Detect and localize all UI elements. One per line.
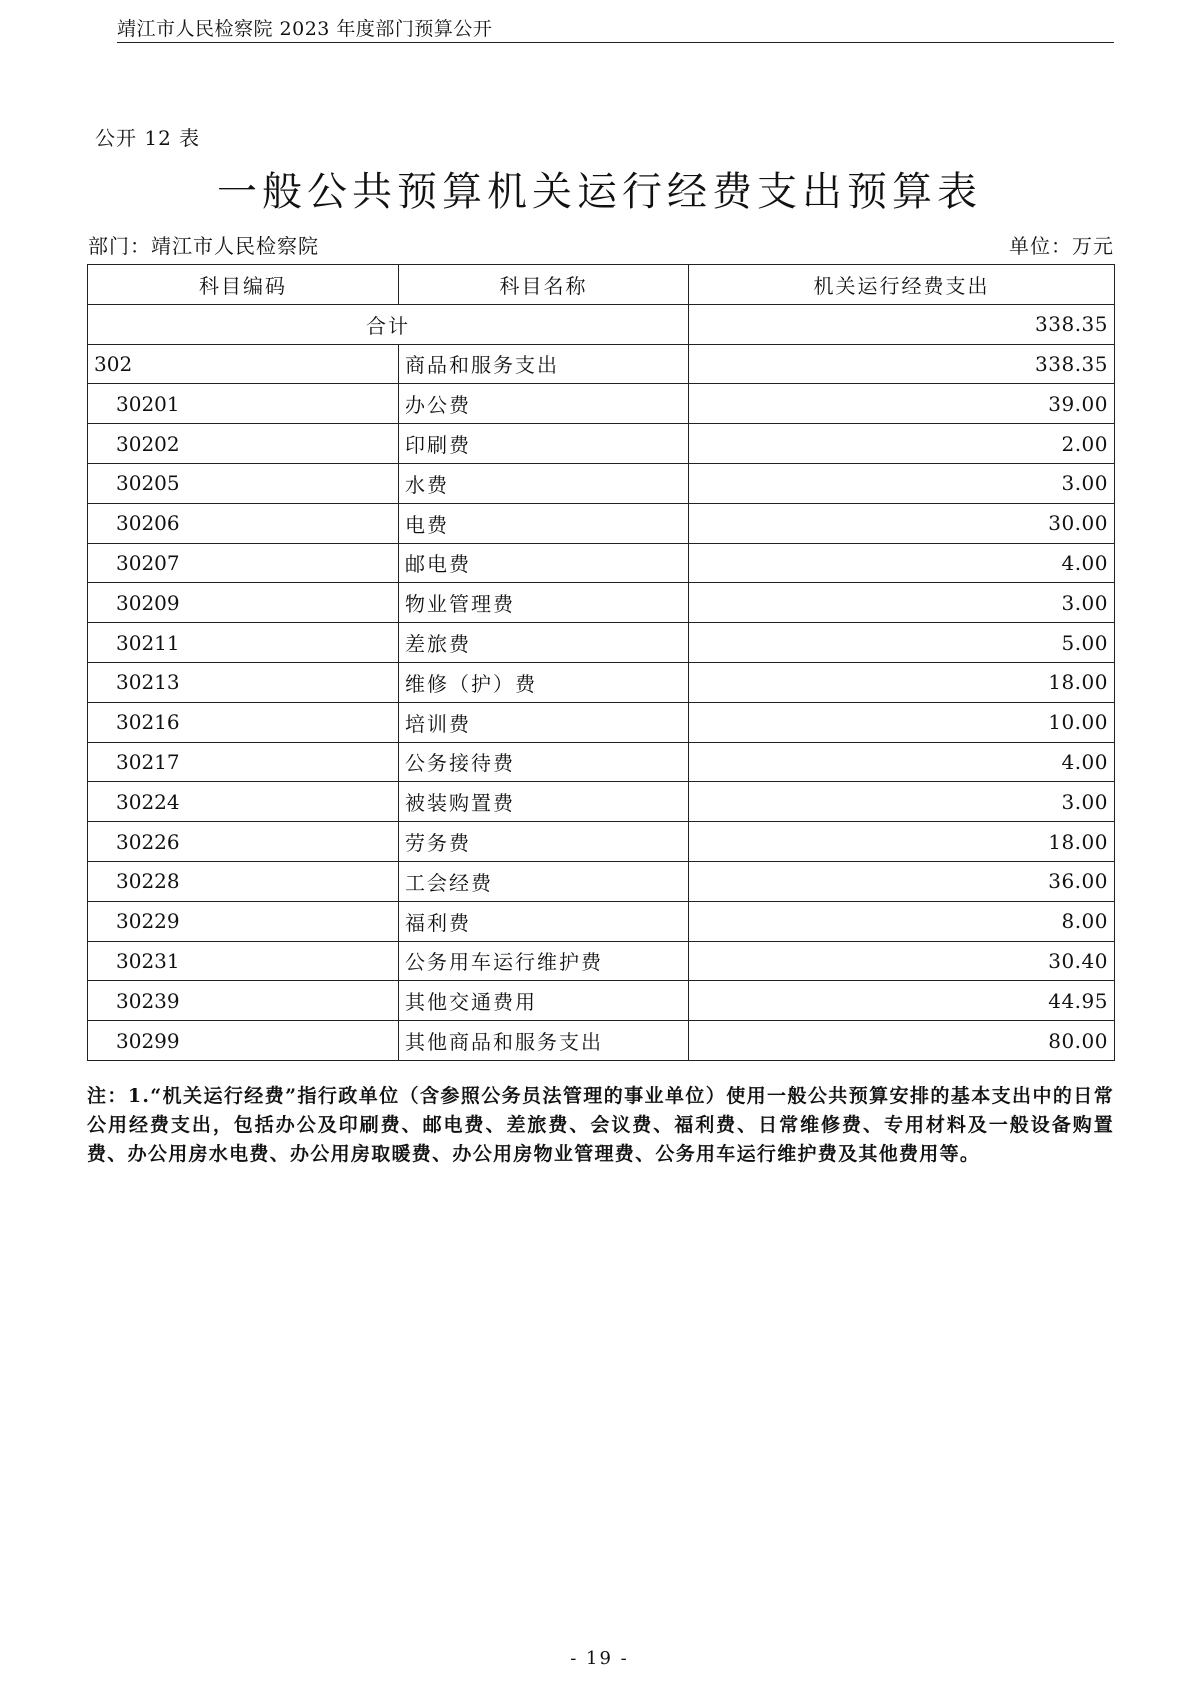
row-name: 劳务费 bbox=[399, 822, 689, 862]
table-header-row bbox=[88, 265, 1115, 305]
table-row bbox=[88, 623, 1115, 663]
row-code: 30216 bbox=[88, 702, 399, 742]
table-row bbox=[88, 861, 1115, 901]
table-row bbox=[88, 782, 1115, 822]
table-row bbox=[88, 662, 1115, 702]
row-code: 30209 bbox=[88, 583, 399, 623]
row-amount: 338.35 bbox=[689, 344, 1115, 384]
row-code: 30231 bbox=[88, 941, 399, 981]
row-code: 30299 bbox=[88, 1021, 399, 1061]
row-name: 电费 bbox=[399, 503, 689, 543]
table-row bbox=[88, 384, 1115, 424]
table-row bbox=[88, 742, 1115, 782]
table-row bbox=[88, 503, 1115, 543]
row-name: 邮电费 bbox=[399, 543, 689, 583]
row-code: 302 bbox=[88, 344, 399, 384]
row-code: 30211 bbox=[88, 623, 399, 663]
row-amount: 30.40 bbox=[689, 941, 1115, 981]
row-code: 30201 bbox=[88, 384, 399, 424]
row-name: 被装购置费 bbox=[399, 782, 689, 822]
row-name: 其他交通费用 bbox=[399, 981, 689, 1021]
row-name: 公务接待费 bbox=[399, 742, 689, 782]
row-name: 水费 bbox=[399, 463, 689, 503]
row-code: 30217 bbox=[88, 742, 399, 782]
row-code: 30205 bbox=[88, 463, 399, 503]
row-amount: 3.00 bbox=[689, 782, 1115, 822]
department-label: 部门：靖江市人民检察院 bbox=[88, 234, 319, 258]
unit-label: 单位：万元 bbox=[1009, 234, 1114, 258]
table-row bbox=[88, 822, 1115, 862]
row-name: 维修（护）费 bbox=[399, 662, 689, 702]
row-amount: 18.00 bbox=[689, 662, 1115, 702]
total-value: 338.35 bbox=[689, 304, 1115, 344]
row-name: 其他商品和服务支出 bbox=[399, 1021, 689, 1061]
row-amount: 3.00 bbox=[689, 583, 1115, 623]
row-code: 30202 bbox=[88, 424, 399, 464]
row-amount: 36.00 bbox=[689, 861, 1115, 901]
row-amount: 18.00 bbox=[689, 822, 1115, 862]
row-code: 30239 bbox=[88, 981, 399, 1021]
row-amount: 44.95 bbox=[689, 981, 1115, 1021]
row-amount: 39.00 bbox=[689, 384, 1115, 424]
row-code: 30228 bbox=[88, 861, 399, 901]
row-name: 差旅费 bbox=[399, 623, 689, 663]
row-amount: 10.00 bbox=[689, 702, 1115, 742]
total-row bbox=[88, 304, 1115, 344]
total-label: 合计 bbox=[88, 304, 689, 344]
table-row bbox=[88, 463, 1115, 503]
table-row bbox=[88, 981, 1115, 1021]
row-amount: 2.00 bbox=[689, 424, 1115, 464]
row-code: 30224 bbox=[88, 782, 399, 822]
table-row bbox=[88, 941, 1115, 981]
row-amount: 5.00 bbox=[689, 623, 1115, 663]
row-code: 30213 bbox=[88, 662, 399, 702]
footnote: 注：1.“机关运行经费”指行政单位（含参照公务员法管理的事业单位）使用一般公共预算安排的基本支出中的日常公用经费支出，包括办公及印刷费、邮电费、差旅费、会议费、福利费、日常维修费、专用材料及一般设备购置费、办公用房水电费、办公用房取暖费、办公用房物业管理费、公务用车运行维护费及其他费用等。 bbox=[87, 1085, 1114, 1165]
row-name: 办公费 bbox=[399, 384, 689, 424]
row-name: 公务用车运行维护费 bbox=[399, 941, 689, 981]
row-amount: 30.00 bbox=[689, 503, 1115, 543]
row-amount: 4.00 bbox=[689, 742, 1115, 782]
row-amount: 3.00 bbox=[689, 463, 1115, 503]
row-name: 印刷费 bbox=[399, 424, 689, 464]
running-header: 靖江市人民检察院 2023 年度部门预算公开 bbox=[117, 18, 493, 40]
row-name: 物业管理费 bbox=[399, 583, 689, 623]
table-row bbox=[88, 424, 1115, 464]
row-name: 福利费 bbox=[399, 901, 689, 941]
row-name: 工会经费 bbox=[399, 861, 689, 901]
row-code: 30229 bbox=[88, 901, 399, 941]
table-row bbox=[88, 543, 1115, 583]
row-amount: 80.00 bbox=[689, 1021, 1115, 1061]
page-number: - 19 - bbox=[570, 1648, 629, 1669]
row-name: 商品和服务支出 bbox=[399, 344, 689, 384]
row-code: 30207 bbox=[88, 543, 399, 583]
page-title: 一般公共预算机关运行经费支出预算表 bbox=[217, 169, 982, 215]
table-row bbox=[88, 901, 1115, 941]
header-name: 科目名称 bbox=[399, 265, 689, 305]
table-row bbox=[88, 344, 1115, 384]
header-code: 科目编码 bbox=[88, 265, 399, 305]
budget-table bbox=[87, 264, 1115, 1061]
row-code: 30206 bbox=[88, 503, 399, 543]
row-amount: 8.00 bbox=[689, 901, 1115, 941]
table-row bbox=[88, 1021, 1115, 1061]
row-name: 培训费 bbox=[399, 702, 689, 742]
table-row bbox=[88, 583, 1115, 623]
row-code: 30226 bbox=[88, 822, 399, 862]
row-amount: 4.00 bbox=[689, 543, 1115, 583]
header-amount: 机关运行经费支出 bbox=[689, 265, 1115, 305]
header-rule bbox=[117, 42, 1114, 43]
table-row bbox=[88, 702, 1115, 742]
table-number: 公开 12 表 bbox=[95, 126, 201, 150]
